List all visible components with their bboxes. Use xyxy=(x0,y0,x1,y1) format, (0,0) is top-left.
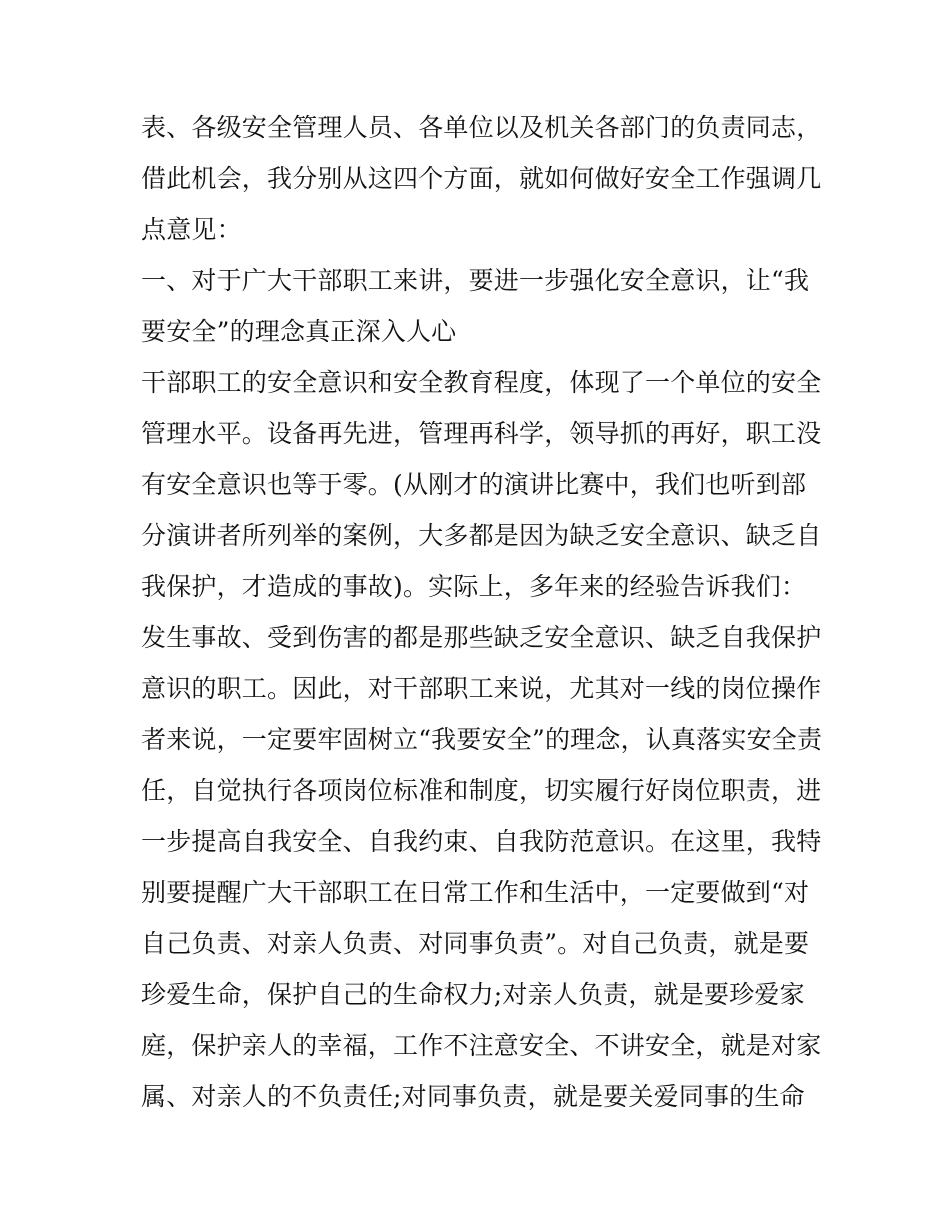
text-line: 任，自觉执行各项岗位标准和制度，切实履行好岗位职责，进 xyxy=(141,776,822,805)
text-line: 表、各级安全管理人员、各单位以及机关各部门的负责同志， xyxy=(141,113,822,142)
text-line: 点意见： xyxy=(141,215,242,244)
text-line: 我保护，才造成的事故)。实际上，多年来的经验告诉我们： xyxy=(141,572,807,601)
text-line: 庭，保护亲人的幸福，工作不注意安全、不讲安全，就是对家 xyxy=(141,1031,822,1060)
document-body xyxy=(141,102,823,1122)
text-line: 管理水平。设备再先进，管理再科学，领导抓的再好，职工没 xyxy=(141,419,822,448)
section-heading-line: 要安全”的理念真正深入人心 xyxy=(141,317,457,346)
text-line: 干部职工的安全意识和安全教育程度，体现了一个单位的安全 xyxy=(141,368,822,397)
text-line: 发生事故、受到伤害的都是那些缺乏安全意识、缺乏自我保护 xyxy=(141,623,822,652)
text-line: 一步提高自我安全、自我约束、自我防范意识。在这里，我特 xyxy=(141,827,822,856)
text-line: 珍爱生命，保护自己的生命权力;对亲人负责，就是要珍爱家 xyxy=(141,980,805,1009)
text-line: 有安全意识也等于零。(从刚才的演讲比赛中，我们也听到部 xyxy=(141,470,807,499)
text-line: 别要提醒广大干部职工在日常工作和生活中，一定要做到“对 xyxy=(141,878,810,907)
section-heading-line: 一、对于广大干部职工来讲，要进一步强化安全意识，让“我 xyxy=(141,266,810,295)
text-line: 分演讲者所列举的案例，大多都是因为缺乏安全意识、缺乏自 xyxy=(141,521,822,550)
text-line: 借此机会，我分别从这四个方面，就如何做好安全工作强调几 xyxy=(141,164,822,193)
text-line: 者来说，一定要牢固树立“我要安全”的理念，认真落实安全责 xyxy=(141,725,823,754)
text-line: 属、对亲人的不负责任;对同事负责，就是要关爱同事的生命 xyxy=(141,1082,805,1111)
text-line: 意识的职工。因此，对干部职工来说，尤其对一线的岗位操作 xyxy=(141,674,822,703)
text-line: 自己负责、对亲人负责、对同事负责”。对自己负责，就是要 xyxy=(141,929,810,958)
